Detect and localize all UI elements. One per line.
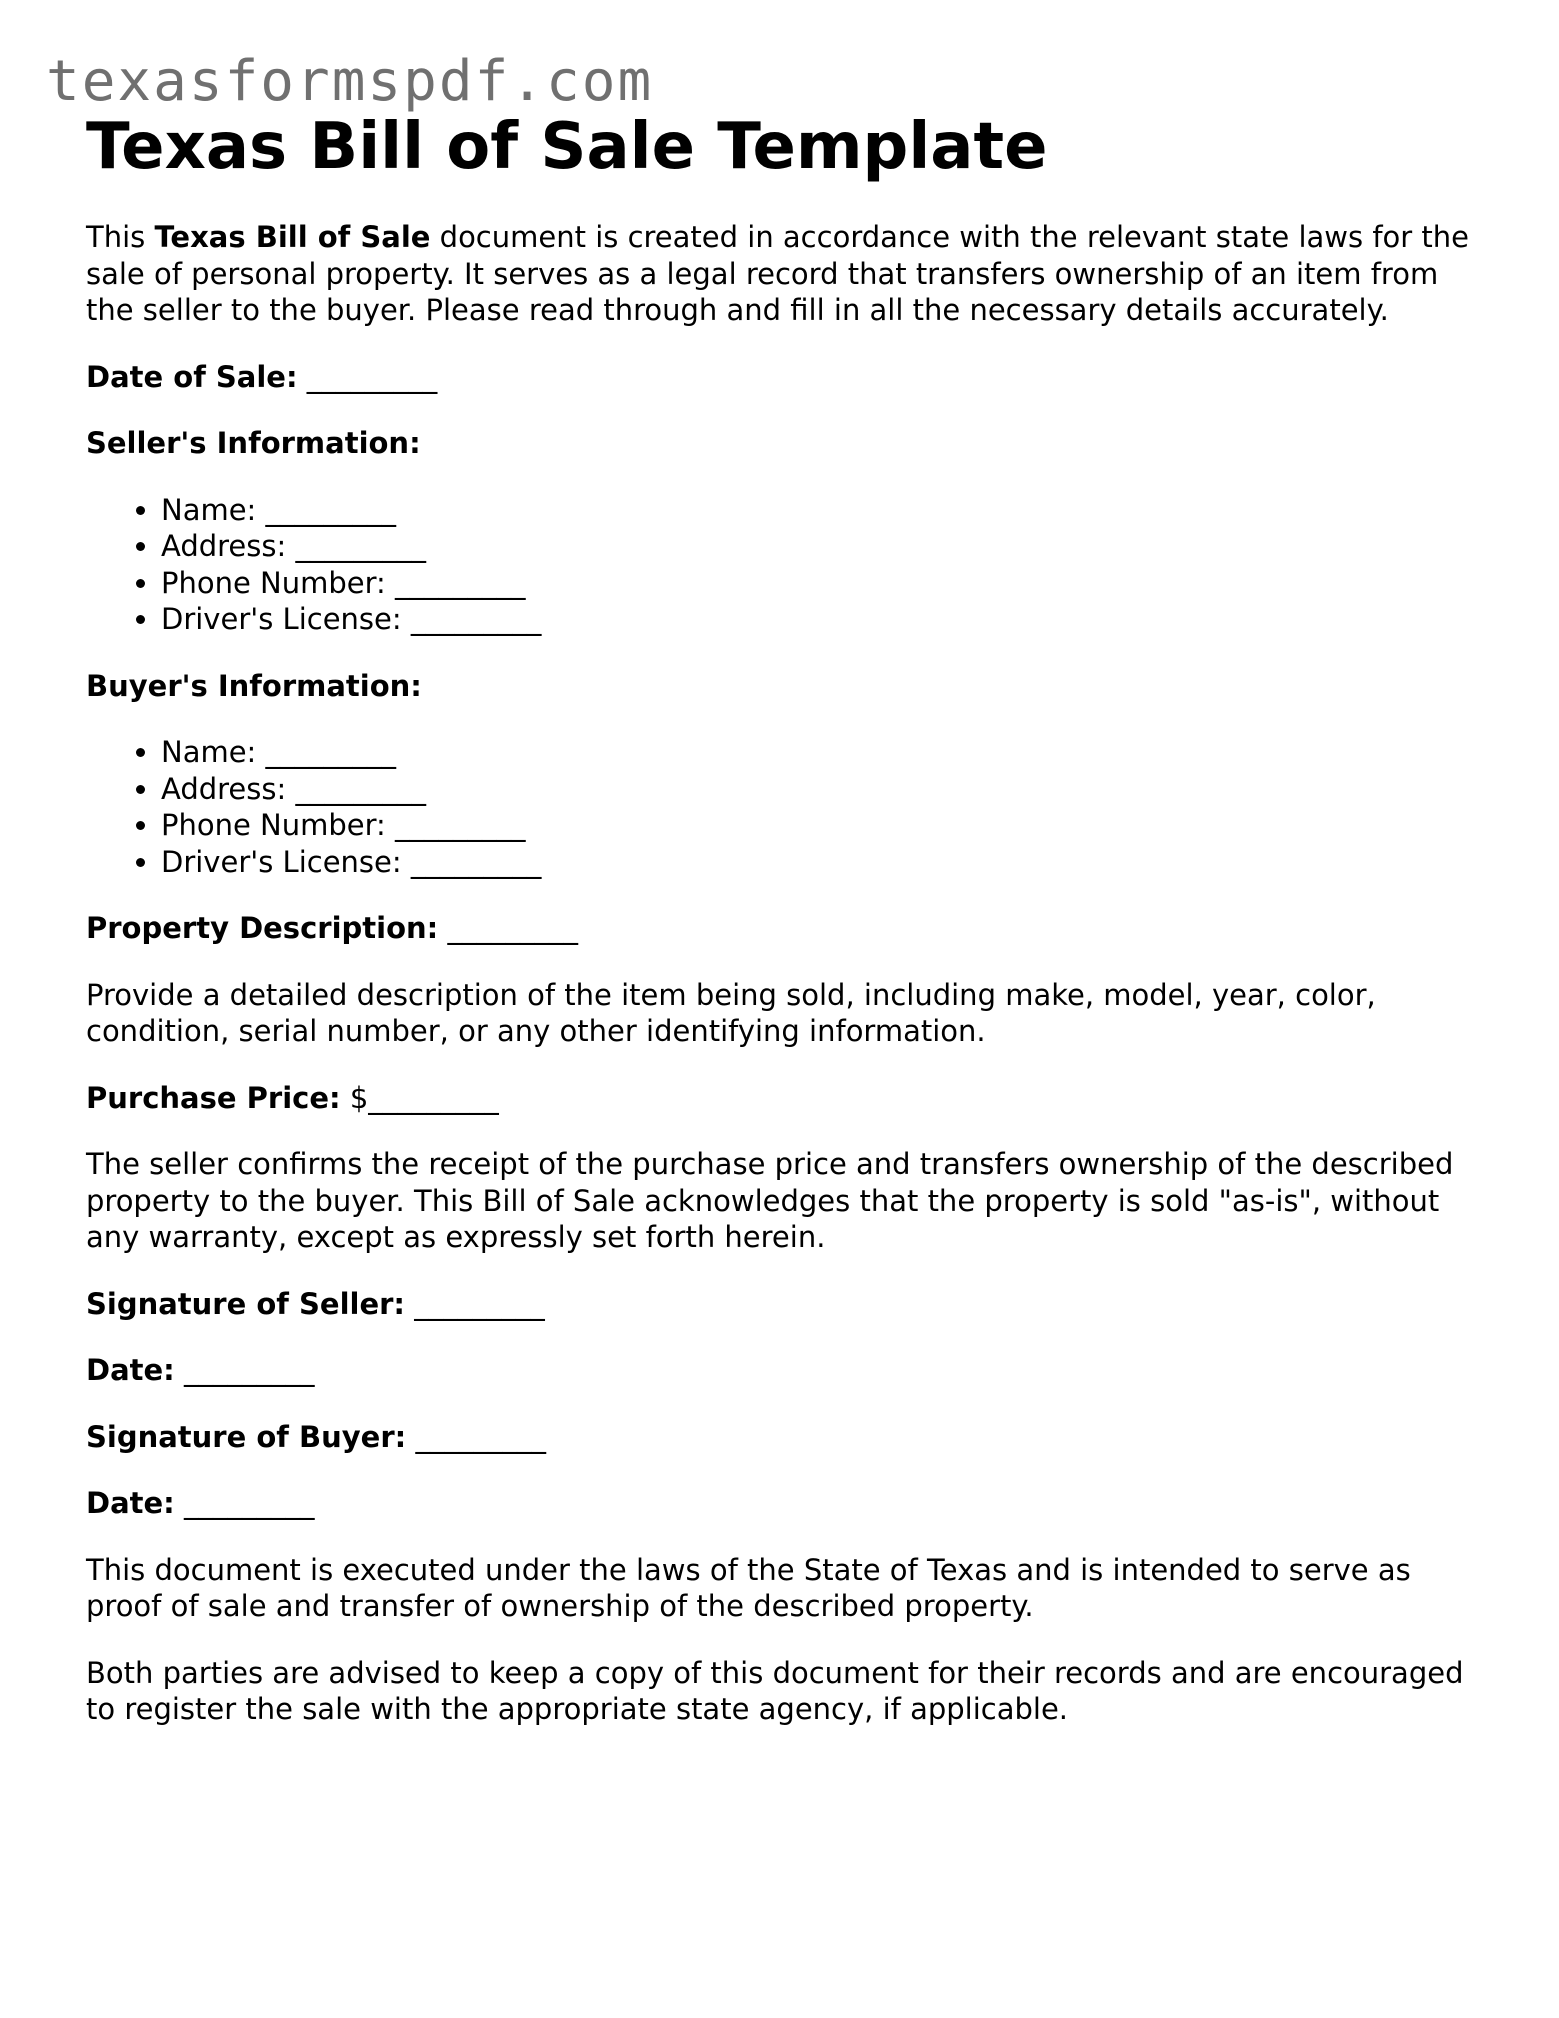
date-of-sale-blank: _________ — [306, 359, 438, 394]
records-text: Both parties are advised to keep a copy of this document for their records and are encouraged to register the sale with the appropriate state agency, if applicable. — [86, 1655, 1464, 1726]
seller-name-field: • Name: _________ — [161, 492, 1486, 529]
buyer-date-label: Date: — [86, 1486, 175, 1520]
purchase-price-blank: $_________ — [349, 1080, 499, 1115]
buyer-info-heading-text: Buyer's Information: — [86, 668, 422, 703]
purchase-price-field — [86, 1080, 1486, 1117]
seller-info-list — [86, 492, 1486, 638]
intro-bold: Texas Bill of Sale — [154, 220, 431, 254]
buyer-info-heading — [86, 668, 1486, 705]
intro-suffix: document is created in accordance with the relevant state laws for the sale of personal property. It serves as a legal record that transfers ownership of an item from the seller to the buyer. Please read through and fill in all the necessary details accurately. — [86, 220, 1470, 327]
buyer-date-field — [86, 1485, 1486, 1522]
buyer-name-field: • Name: _________ — [161, 734, 1486, 771]
buyer-license-field: • Driver's License: _________ — [161, 844, 1486, 881]
law-text: This document is executed under the laws of the State of Texas and is intended to serve as proof of sale and transfer of ownership of the described property. — [86, 1552, 1411, 1623]
site-watermark: texasformspdf.com — [46, 49, 654, 114]
seller-address-field: • Address: _________ — [161, 528, 1486, 565]
buyer-date-blank: _________ — [184, 1486, 315, 1520]
seller-date-field — [86, 1352, 1486, 1389]
document-page — [86, 108, 1486, 1728]
seller-license-field: • Driver's License: _________ — [161, 601, 1486, 638]
seller-phone-field: • Phone Number: _________ — [161, 565, 1486, 602]
property-description-field — [86, 910, 1486, 947]
property-description-text: Provide a detailed description of the item being sold, including make, model, year, color, condition, serial number, or any other identifying information. — [86, 977, 1376, 1048]
date-of-sale-field — [86, 359, 1486, 396]
buyer-info-list — [86, 734, 1486, 880]
date-of-sale-label: Date of Sale: — [86, 359, 298, 394]
seller-signature-blank: _________ — [414, 1286, 545, 1321]
property-description-label: Property Description: — [86, 911, 439, 945]
intro-paragraph — [86, 219, 1486, 329]
acknowledgement-text: The seller confirms the receipt of the purchase price and transfers ownership of the described property to the buyer. This Bill of Sale acknowledges that the property is sold "as-is", without any warranty, except as expressly set forth herein. — [86, 1147, 1454, 1254]
seller-signature-field — [86, 1286, 1486, 1323]
property-description-blank: _________ — [447, 911, 578, 945]
seller-date-label: Date: — [86, 1353, 175, 1387]
buyer-address-field: • Address: _________ — [161, 771, 1486, 808]
seller-date-blank: _________ — [184, 1353, 315, 1387]
seller-info-heading — [86, 425, 1486, 462]
purchase-price-label: Purchase Price: — [86, 1080, 341, 1115]
buyer-signature-label: Signature of Buyer: — [86, 1419, 407, 1454]
seller-signature-label: Signature of Seller: — [86, 1286, 406, 1321]
buyer-signature-blank: _________ — [415, 1419, 546, 1454]
buyer-signature-field — [86, 1419, 1486, 1456]
seller-info-heading-text: Seller's Information: — [86, 426, 421, 460]
page-title: Texas Bill of Sale Template — [86, 110, 1048, 184]
buyer-phone-field: • Phone Number: _________ — [161, 807, 1486, 844]
intro-prefix: This — [86, 220, 155, 254]
